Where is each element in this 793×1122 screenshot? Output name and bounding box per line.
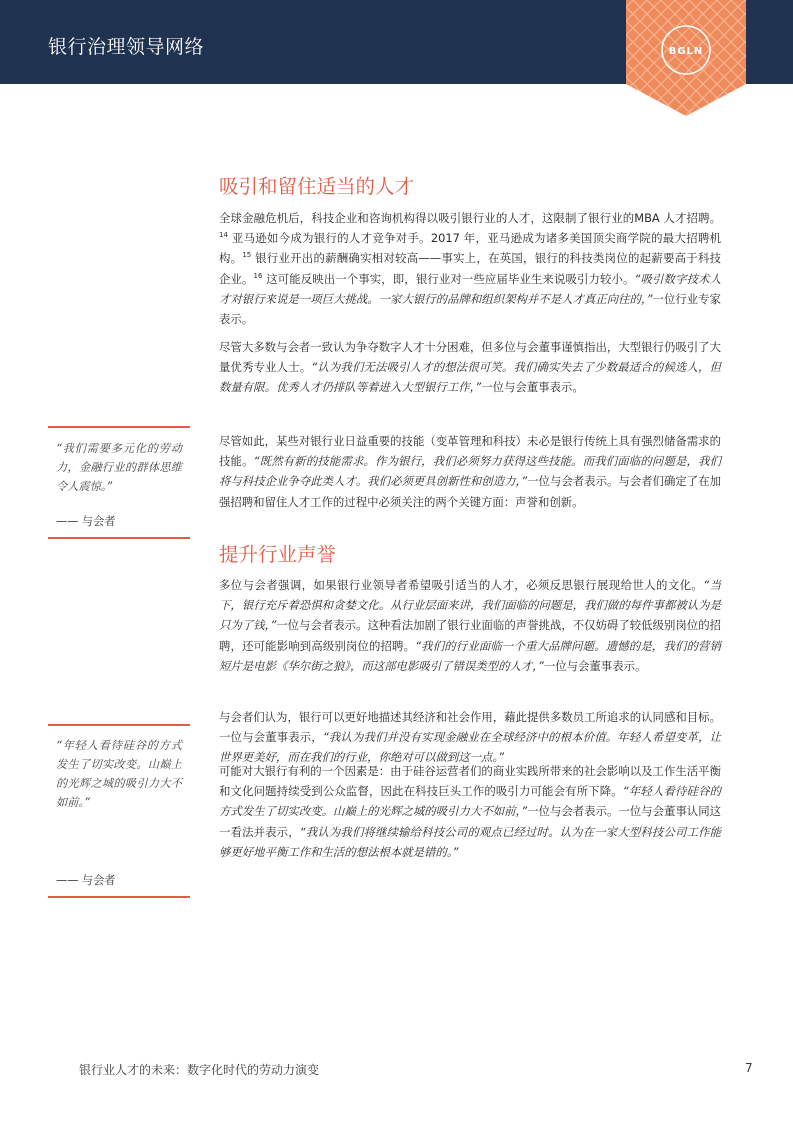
pull-quote-rule (48, 537, 190, 539)
pull-quote-rule (48, 724, 190, 726)
paragraph: 可能对大银行有利的一个因素是：由于硅谷运营者们的商业实践所带来的社会影响以及工作生活平衡和文化问题持续受到公众监督，因此在科技巨头工作的吸引力可能会有所下降。“年轻人看待硅谷的方式发生了切实改变。山巅上的光辉之城的吸引力大不如前，”一位与会者表示。一位与会董事认同这一看法并表示，“我认为我们将继续输给科技公司的观点已经过时。认为在一家大型科技公司工作能够更好地平衡工作和生活的想法根本就是错的。” (219, 764, 721, 859)
pull-quote-rule (48, 426, 190, 428)
footer-title: 银行业人才的未来：数字化时代的劳动力演变 (79, 1063, 320, 1077)
pull-quote-rule (48, 896, 190, 898)
pull-quote (48, 724, 190, 902)
pull-quote-attribution: —— 与会者 (56, 874, 116, 887)
pull-quote (48, 426, 190, 542)
paragraph: 尽管大多数与会者一致认为争夺数字人才十分困难，但多位与会董事谨慎指出，大型银行仍吸引了大量优秀专业人士。“认为我们无法吸引人才的想法很可笑。我们确实失去了少数最适合的候选人，但数量有限。优秀人才仍排队等着进入大型银行工作，”一位与会董事表示。 (219, 340, 721, 395)
bgln-logo (626, 0, 746, 120)
paragraph: 尽管如此，某些对银行业日益重要的技能（变革管理和科技）未必是银行传统上具有强烈储备需求的技能。“既然有新的技能需求。作为银行，我们必须努力获得这些技能。而我们面临的问题是，我们将与科技企业争夺此类人才。我们必须更具创新性和创造力，”一位与会者表示。与会者们确定了在加强招聘和留住人才工作的过程中必须关注的两个关键方面：声誉和创新。 (219, 434, 721, 509)
logo-text: BGLN (668, 46, 704, 57)
paragraph: 与会者们认为，银行可以更好地描述其经济和社会作用，藉此提供多数员工所追求的认同感和目标。一位与会董事表示，“我认为我们并没有实现金融业在全球经济中的根本价值。年轻人希望变革，让世界更美好，而在我们的行业，你绝对可以做到这一点。” (219, 710, 721, 765)
header-title: 银行治理领导网络 (48, 36, 205, 58)
paragraph: 多位与会者强调，如果银行业领导者希望吸引适当的人才，必须反思银行展现给世人的文化。“当下，银行充斥着恐惧和贪婪文化。从行业层面来讲，我们面临的问题是，我们做的每件事都被认为是只为了钱，”一位与会者表示。这种看法加剧了银行业面临的声誉挑战，不仅妨碍了较低级别岗位的招聘，还可能影响到高级别岗位的招聘。“我们的行业面临一个重大品牌问题。遗憾的是，我们的营销短片是电影《华尔街之狼》，而这部电影吸引了错误类型的人才，”一位与会董事表示。 (219, 578, 721, 673)
paragraph: 全球金融危机后，科技企业和咨询机构得以吸引银行业的人才，这限制了银行业的MBA 人才招聘。$^{14}$ 亚马逊如今成为银行的人才竞争对手。2017 年，亚马逊成为诸多美国顶尖商学院的最大招聘机构。$^{15}$ 银行业开出的薪酬确实相对较高——事实上，在英国，银行的科技类岗位的起薪要高于科技企业。$^{16}$ 这可能反映出一个事实，即，银行业对一些应届毕业生来说吸引力较小。“吸引数字技术人才对银行来说是一项巨大挑战。一家大银行的品牌和组织架构并不是人才真正向往的，”一位行业专家表示。 (219, 211, 721, 327)
section-heading-talent: 吸引和留住适当的人才 (219, 175, 415, 198)
page-number: 7 (745, 1061, 753, 1075)
section-heading-reputation: 提升行业声誉 (219, 543, 337, 566)
pull-quote-text: “我们需要多元化的劳动力，金融行业的群体思维令人震惊。” (56, 442, 182, 493)
pull-quote-text: “年轻人看待硅谷的方式发生了切实改变。山巅上的光辉之城的吸引力大不如前。” (56, 739, 182, 809)
pull-quote-attribution: —— 与会者 (56, 515, 116, 528)
